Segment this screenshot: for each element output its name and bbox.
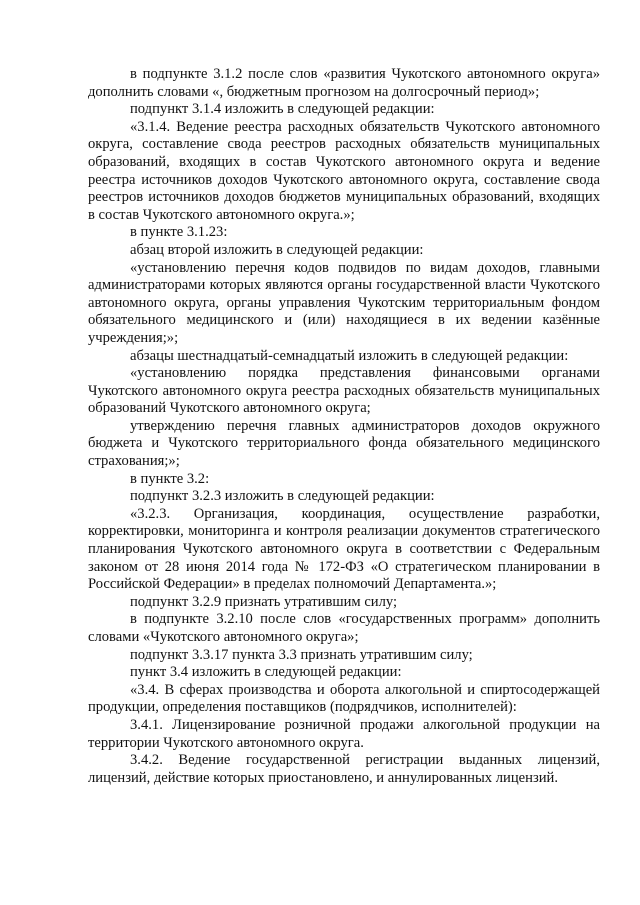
paragraph: подпункт 3.1.4 изложить в следующей редакции: [130, 101, 435, 118]
paragraph: «3.2.3. Организация, координация, осуществление разработки, корректировки, мониторинга и контроля реализации документов стратегического планирования Чукотского автономного округа в соответствии с Федеральным законом от 28 июня 2014 года № 172-ФЗ «О стратегическом планировании в Российской Федерации» в пределах полномочий Департамента.»; [88, 505, 600, 593]
paragraph: абзац второй изложить в следующей редакции: [130, 241, 424, 258]
document-body [88, 66, 600, 787]
paragraph: в подпункте 3.1.2 после слов «развития Чукотского автономного округа» дополнить словами «, бюджетным прогнозом на долгосрочный период»; [88, 66, 600, 100]
paragraph: 3.4.1. Лицензирование розничной продажи алкогольной продукции на территории Чукотского автономного округа. [88, 716, 600, 751]
paragraph: утверждению перечня главных администраторов доходов окружного бюджета и Чукотского территориального фонда обязательного медицинского страхования;»; [88, 417, 600, 470]
paragraph: подпункт 3.3.17 пункта 3.3 признать утратившим силу; [130, 646, 473, 663]
paragraph: «3.4. В сферах производства и оборота алкогольной и спиртосодержащей продукции, определения поставщиков (подрядчиков, исполнителей): [88, 681, 600, 716]
paragraph: «установлению перечня кодов подвидов по видам доходов, главными администраторами которых являются органы государственной власти Чукотского автономного округа, органы управления Чукотским территориальным фондом обязательного медицинского и (или) находящиеся в их ведении казённые учреждения;»; [88, 259, 600, 346]
paragraph: в пункте 3.1.23: [130, 224, 228, 241]
paragraph: пункт 3.4 изложить в следующей редакции: [130, 664, 402, 681]
paragraph: подпункт 3.2.3 изложить в следующей редакции: [130, 488, 435, 505]
paragraph: 3.4.2. Ведение государственной регистрации выданных лицензий, лицензий, действие которых приостановлено, и аннулированных лицензий. [88, 752, 600, 786]
paragraph: абзацы шестнадцатый-семнадцатый изложить в следующей редакции: [130, 347, 569, 364]
paragraph: в пункте 3.2: [130, 470, 210, 487]
paragraph: в подпункте 3.2.10 после слов «государственных программ» дополнить словами «Чукотского автономного округа»; [88, 611, 600, 645]
paragraph: подпункт 3.2.9 признать утратившим силу; [130, 593, 398, 610]
paragraph: «установлению порядка представления финансовыми органами Чукотского автономного округа реестра расходных обязательств муниципальных образований Чукотского автономного округа; [88, 365, 600, 417]
paragraph: «3.1.4. Ведение реестра расходных обязательств Чукотского автономного округа, составление свода реестров расходных обязательств муниципальных образований, входящих в состав Чукотского автономного округа и ведение реестра источников доходов Чукотского автономного округа, составление свода реестров источников доходов бюджетов муниципальных образований, входящих в состав Чукотского автономного округа.»; [88, 118, 600, 223]
